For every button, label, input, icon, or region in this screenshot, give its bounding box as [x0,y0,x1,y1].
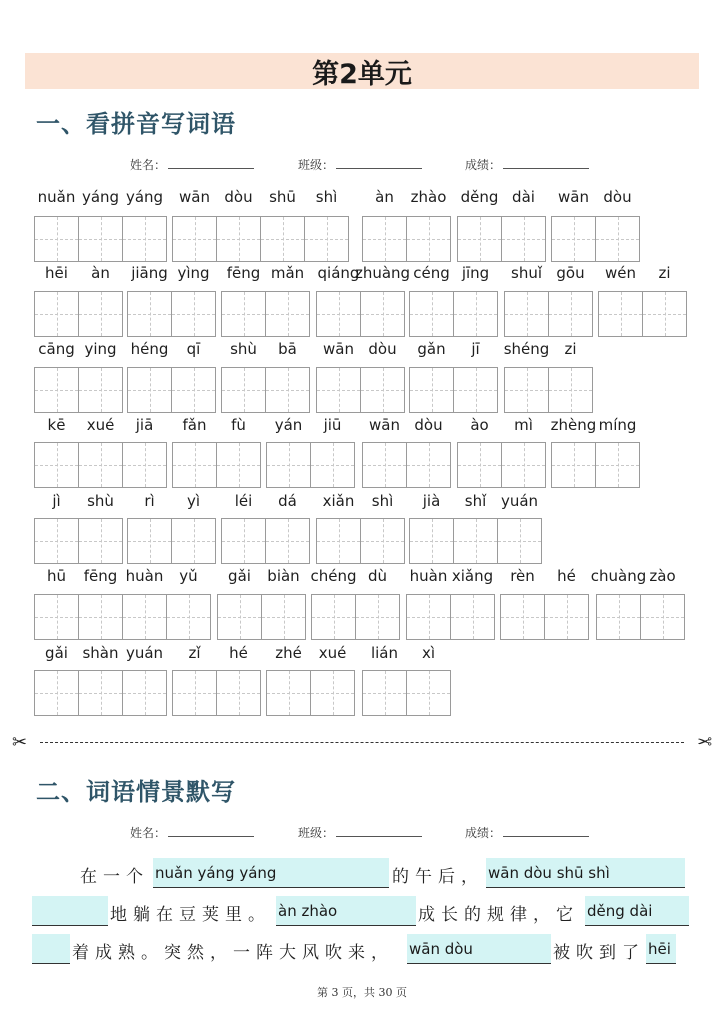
word-box [221,367,309,413]
pinyin-syllable: hé [229,644,248,662]
pinyin-syllable: gǎn [417,340,446,358]
tianzige-cell[interactable] [501,442,546,488]
word-box [500,594,588,640]
pinyin-syllable: mì [514,416,533,434]
pinyin-syllable: xiǎng [451,567,494,585]
pinyin-syllable: shuǐ [511,264,542,282]
blank-deng-dai[interactable]: děng dài [585,896,689,926]
section2-info-row [0,824,724,844]
pinyin-syllable: jīng [461,264,490,282]
tianzige-cell[interactable] [642,291,687,337]
tianzige-cell[interactable] [595,442,640,488]
tianzige-cell[interactable] [304,216,349,262]
unit-title: 第2单元 [312,58,412,90]
pinyin-syllable: gǎi [45,644,68,662]
name-field[interactable]: 姓名： [130,156,254,173]
pinyin-syllable: yǔ [179,567,198,585]
tianzige-cell[interactable] [596,594,641,640]
tianzige-cell[interactable] [551,216,596,262]
pinyin-syllable: shàn [82,644,119,662]
word-box [127,518,215,564]
pinyin-row [0,644,724,666]
tianzige-cell[interactable] [504,367,549,413]
blank-hei[interactable]: hēi [646,934,676,964]
pinyin-syllable: dòu [224,188,253,206]
pinyin-syllable: ying [84,340,117,358]
class-field-2[interactable]: 班级： [298,824,422,841]
pinyin-row [0,567,724,589]
tianzige-cell[interactable] [457,442,502,488]
pinyin-row [0,188,724,210]
tianzige-cell[interactable] [216,216,261,262]
pinyin-syllable: zào [649,567,676,585]
score-field[interactable]: 成绩： [465,156,589,173]
tianzige-cell[interactable] [78,367,123,413]
text-segment: 着成熟。突然，一阵大风吹来， [72,943,394,963]
tianzige-cell[interactable] [172,670,217,716]
tianzige-cell[interactable] [265,367,310,413]
pinyin-syllable: fǎn [182,416,207,434]
word-box [551,442,639,488]
pinyin-syllable: jiāng [131,264,168,282]
writing-box-row [0,670,724,716]
pinyin-row [0,340,724,362]
pinyin-syllable: céng [413,264,450,282]
pinyin-syllable: shéng [503,340,550,358]
pinyin-syllable: míng [598,416,637,434]
pinyin-syllable: xué [86,416,115,434]
pinyin-syllable: děng [460,188,499,206]
tianzige-cell[interactable] [360,518,405,564]
word-box [34,367,122,413]
tianzige-cell[interactable] [260,216,305,262]
pinyin-syllable: jī [471,340,480,358]
pinyin-syllable: wān [558,188,589,206]
word-box [598,291,686,337]
blank-wan-dou-shu-shi[interactable]: wān dòu shū shì [486,858,685,888]
word-box [172,442,260,488]
pinyin-syllable: jì [52,492,61,510]
word-box [409,367,497,413]
tianzige-cell[interactable] [360,291,405,337]
writing-box-row [0,216,724,262]
tianzige-cell[interactable] [34,594,79,640]
tianzige-cell[interactable] [221,367,266,413]
pinyin-syllable: dòu [368,340,397,358]
pinyin-syllable: xì [421,644,436,662]
tianzige-cell[interactable] [406,670,451,716]
tianzige-cell[interactable] [122,442,167,488]
word-box [266,670,354,716]
pinyin-syllable: gōu [556,264,585,282]
word-box [172,216,348,262]
pinyin-syllable: héng [130,340,169,358]
pinyin-syllable: nuǎn [37,188,76,206]
pinyin-syllable: léi [234,492,253,510]
pinyin-syllable: jià [422,492,441,510]
pinyin-row [0,492,724,514]
score-field-2[interactable]: 成绩： [465,824,589,841]
word-box [409,518,541,564]
pinyin-syllable: dù [367,567,388,585]
pinyin-syllable: bā [278,340,297,358]
tianzige-cell[interactable] [355,594,400,640]
tianzige-cell[interactable] [34,518,79,564]
tianzige-cell[interactable] [216,442,261,488]
word-box [406,594,494,640]
tianzige-cell[interactable] [310,442,355,488]
pinyin-syllable: chéng [310,567,357,585]
pinyin-syllable: rì [144,492,155,510]
pinyin-syllable: xiǎn [322,492,355,510]
tianzige-cell[interactable] [311,594,356,640]
tianzige-cell[interactable] [122,594,167,640]
scissors-left-icon: ✂ [12,732,28,753]
pinyin-syllable: hé [557,567,576,585]
writing-box-row [0,594,724,640]
pinyin-syllable: yuán [500,492,539,510]
pinyin-syllable: wān [179,188,210,206]
pinyin-syllable: shì [315,188,338,206]
pinyin-syllable: chuàng [590,567,647,585]
tianzige-cell[interactable] [78,670,123,716]
tianzige-cell[interactable] [362,670,407,716]
scissors-right-icon: ✂ [696,732,712,753]
pinyin-syllable: yuán [125,644,164,662]
tianzige-cell[interactable] [221,518,266,564]
pinyin-syllable: dòu [414,416,443,434]
word-box [316,518,404,564]
pinyin-syllable: yáng [81,188,120,206]
tianzige-cell[interactable] [122,670,167,716]
word-box [504,367,592,413]
pinyin-syllable: wān [369,416,400,434]
pinyin-syllable: huàn [409,567,448,585]
word-box [362,216,450,262]
pinyin-syllable: shù [87,492,114,510]
pinyin-syllable: dòu [603,188,632,206]
pinyin-syllable: wén [604,264,637,282]
tianzige-cell[interactable] [548,291,593,337]
writing-box-row [0,291,724,337]
pinyin-syllable: mǎn [270,264,305,282]
word-box [504,291,592,337]
word-box [596,594,684,640]
tianzige-cell[interactable] [406,216,451,262]
pinyin-syllable: zhuàng [354,264,411,282]
tianzige-cell[interactable] [78,291,123,337]
pinyin-syllable: shū [269,188,296,206]
name-field-2[interactable]: 姓名： [130,824,254,841]
tianzige-cell[interactable] [406,442,451,488]
tianzige-cell[interactable] [640,594,685,640]
tianzige-cell[interactable] [409,367,454,413]
word-box [316,291,404,337]
tianzige-cell[interactable] [362,216,407,262]
pinyin-syllable: zhào [410,188,447,206]
pinyin-syllable: fēng [83,567,118,585]
word-box [316,367,404,413]
word-box [457,442,545,488]
pinyin-syllable: fù [231,416,246,434]
word-box [266,442,354,488]
word-box [127,291,215,337]
tianzige-cell[interactable] [127,291,172,337]
tianzige-cell[interactable] [216,670,261,716]
tianzige-cell[interactable] [316,367,361,413]
pinyin-syllable: yì [186,492,201,510]
tianzige-cell[interactable] [78,442,123,488]
section2-heading: 二、词语情景默写 [36,777,236,806]
word-box [34,670,166,716]
text-segment: 成长的规律，它 [418,905,579,925]
cut-line [12,734,712,752]
pinyin-syllable: zi [658,264,671,282]
tianzige-cell[interactable] [166,594,211,640]
tianzige-cell[interactable] [34,291,79,337]
text-segment: 在一个 [80,867,149,887]
blank-continued[interactable] [32,934,70,964]
tianzige-cell[interactable] [406,594,451,640]
page-footer: 第 3 页，共 30 页 [317,986,407,999]
tianzige-cell[interactable] [595,216,640,262]
tianzige-cell[interactable] [265,291,310,337]
blank-continued[interactable] [32,896,108,926]
tianzige-cell[interactable] [598,291,643,337]
tianzige-cell[interactable] [261,594,306,640]
word-box [172,670,260,716]
word-box [34,518,122,564]
pinyin-row [0,264,724,286]
tianzige-cell[interactable] [171,518,216,564]
pinyin-syllable: shù [230,340,257,358]
tianzige-cell[interactable] [360,367,405,413]
pinyin-syllable: jiū [323,416,342,434]
pinyin-syllable: dài [512,188,535,206]
tianzige-cell[interactable] [453,518,498,564]
tianzige-cell[interactable] [266,442,311,488]
tianzige-cell[interactable] [409,518,454,564]
tianzige-cell[interactable] [127,518,172,564]
pinyin-syllable: biàn [267,567,300,585]
writing-box-row [0,518,724,564]
tianzige-cell[interactable] [548,367,593,413]
word-box [362,442,450,488]
tianzige-cell[interactable] [171,291,216,337]
tianzige-cell[interactable] [453,367,498,413]
dashed-divider [40,742,684,743]
text-segment: 的午后， [392,867,484,887]
pinyin-syllable: yìng [177,264,210,282]
tianzige-cell[interactable] [310,670,355,716]
tianzige-cell[interactable] [221,291,266,337]
tianzige-cell[interactable] [34,367,79,413]
word-box [34,442,166,488]
tianzige-cell[interactable] [501,216,546,262]
pinyin-syllable: ào [470,416,489,434]
tianzige-cell[interactable] [453,291,498,337]
tianzige-cell[interactable] [266,670,311,716]
pinyin-syllable: yáng [125,188,164,206]
pinyin-syllable: zhèng [550,416,597,434]
tianzige-cell[interactable] [544,594,589,640]
tianzige-cell[interactable] [362,442,407,488]
pinyin-syllable: àn [375,188,394,206]
pinyin-syllable: fēng [226,264,261,282]
blank-an-zhao[interactable]: àn zhào [276,896,416,926]
tianzige-cell[interactable] [504,291,549,337]
writing-box-row [0,367,724,413]
tianzige-cell[interactable] [551,442,596,488]
pinyin-syllable: yán [274,416,303,434]
pinyin-syllable: qiáng [317,264,360,282]
tianzige-cell[interactable] [316,291,361,337]
word-box [409,291,497,337]
pinyin-syllable: àn [91,264,110,282]
pinyin-syllable: shǐ [464,492,487,510]
tianzige-cell[interactable] [409,291,454,337]
tianzige-cell[interactable] [217,594,262,640]
pinyin-syllable: xué [318,644,347,662]
word-box [217,594,305,640]
word-box [127,367,215,413]
pinyin-syllable: kē [47,416,66,434]
tianzige-cell[interactable] [34,216,79,262]
pinyin-syllable: lián [370,644,399,662]
tianzige-cell[interactable] [127,367,172,413]
blank-nuan-yang-yang[interactable]: nuǎn yáng yáng [153,858,389,888]
tianzige-cell[interactable] [34,670,79,716]
tianzige-cell[interactable] [122,216,167,262]
tianzige-cell[interactable] [171,367,216,413]
word-box [221,518,309,564]
tianzige-cell[interactable] [34,442,79,488]
pinyin-syllable: shì [371,492,394,510]
pinyin-syllable: hēi [45,264,68,282]
text-segment: 被吹到了 [553,943,645,963]
class-field[interactable]: 班级： [298,156,422,173]
tianzige-cell[interactable] [497,518,542,564]
section1-info-row [0,156,724,176]
pinyin-syllable: zi [564,340,577,358]
text-segment: 地躺在豆荚里。 [110,905,271,925]
pinyin-syllable: gǎi [228,567,251,585]
word-box [34,594,210,640]
tianzige-cell[interactable] [78,518,123,564]
tianzige-cell[interactable] [172,442,217,488]
pinyin-row [0,416,724,438]
blank-wan-dou[interactable]: wān dòu [407,934,551,964]
tianzige-cell[interactable] [78,594,123,640]
word-box [34,291,122,337]
word-box [221,291,309,337]
word-box [551,216,639,262]
tianzige-cell[interactable] [172,216,217,262]
word-box [34,216,166,262]
pinyin-syllable: hū [46,567,67,585]
unit-banner [25,53,699,89]
section1-heading: 一、看拼音写词语 [36,109,236,138]
pinyin-syllable: huàn [125,567,164,585]
pinyin-syllable: dá [278,492,297,510]
pinyin-syllable: jiā [135,416,154,434]
pinyin-syllable: rèn [510,567,535,585]
tianzige-cell[interactable] [500,594,545,640]
word-box [457,216,545,262]
pinyin-syllable: qī [186,340,201,358]
word-box [362,670,450,716]
pinyin-syllable: cāng [38,340,75,358]
pinyin-syllable: wān [323,340,354,358]
tianzige-cell[interactable] [450,594,495,640]
word-box [311,594,399,640]
tianzige-cell[interactable] [265,518,310,564]
tianzige-cell[interactable] [457,216,502,262]
pinyin-syllable: zǐ [188,644,201,662]
pinyin-syllable: zhé [275,644,302,662]
tianzige-cell[interactable] [78,216,123,262]
tianzige-cell[interactable] [316,518,361,564]
writing-box-row [0,442,724,488]
